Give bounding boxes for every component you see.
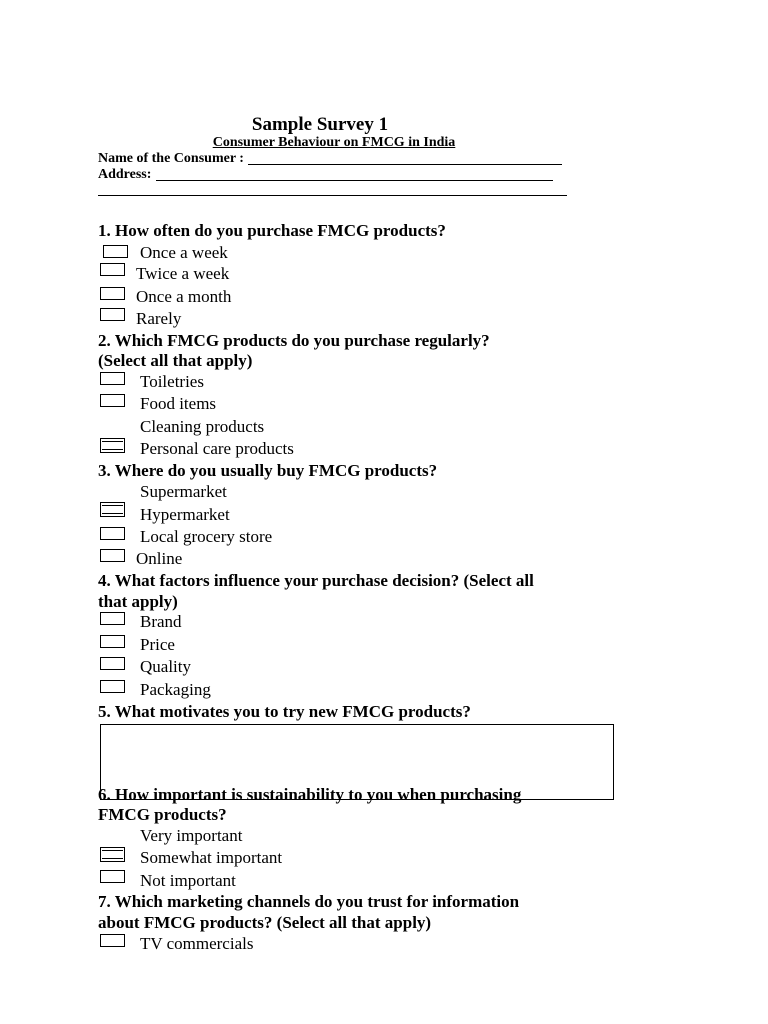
question-3: 3. Where do you usually buy FMCG products?	[98, 461, 438, 480]
question-4-line-2: that apply)	[98, 592, 178, 611]
checkbox-not-important[interactable]	[100, 870, 125, 883]
question-7: 7. Which marketing channels do you trust for information	[98, 892, 520, 911]
option-local-grocery-store: Local grocery store	[140, 527, 273, 546]
option-once-a-week: Once a week	[140, 243, 228, 262]
checkbox-tv-commercials[interactable]	[100, 934, 125, 947]
option-toiletries: Toiletries	[140, 372, 204, 391]
option-cleaning-products: Cleaning products	[140, 417, 265, 436]
checkbox-twice-a-week[interactable]	[100, 263, 125, 276]
address-field-line-2[interactable]	[98, 195, 567, 196]
option-supermarket: Supermarket	[140, 482, 227, 501]
checkbox-price[interactable]	[100, 635, 125, 648]
option-rarely: Rarely	[136, 309, 182, 328]
checkbox-once-a-week[interactable]	[103, 245, 128, 258]
name-field[interactable]	[248, 164, 562, 165]
option-quality: Quality	[140, 657, 191, 676]
question-4: 4. What factors influence your purchase decision? (Select all	[98, 571, 534, 590]
address-field[interactable]	[156, 180, 553, 181]
checkbox-hypermarket[interactable]	[100, 502, 125, 517]
checkbox-online[interactable]	[100, 549, 125, 562]
question-5: 5. What motivates you to try new FMCG products?	[98, 702, 471, 721]
option-not-important: Not important	[140, 871, 236, 890]
option-hypermarket: Hypermarket	[140, 505, 230, 524]
option-online: Online	[136, 549, 183, 568]
survey-title: Sample Survey 1	[251, 114, 389, 135]
question-1: 1. How often do you purchase FMCG products?	[98, 221, 446, 240]
question-6-line-2: FMCG products?	[98, 805, 227, 824]
checkbox-once-a-month[interactable]	[100, 287, 125, 300]
question-2-note: (Select all that apply)	[98, 351, 253, 370]
survey-subtitle: Consumer Behaviour on FMCG in India	[212, 135, 456, 150]
option-tv-commercials: TV commercials	[140, 934, 254, 953]
option-packaging: Packaging	[140, 680, 211, 699]
option-twice-a-week: Twice a week	[136, 264, 230, 283]
option-price: Price	[140, 635, 175, 654]
checkbox-somewhat-important[interactable]	[100, 847, 125, 862]
checkbox-personal-care-products[interactable]	[100, 438, 125, 453]
option-once-a-month: Once a month	[136, 287, 232, 306]
name-label: Name of the Consumer :	[98, 151, 244, 166]
question-7-line-2: about FMCG products? (Select all that apply)	[98, 913, 432, 932]
checkbox-rarely[interactable]	[100, 308, 125, 321]
checkbox-brand[interactable]	[100, 612, 125, 625]
checkbox-packaging[interactable]	[100, 680, 125, 693]
checkbox-toiletries[interactable]	[100, 372, 125, 385]
option-food-items: Food items	[140, 394, 217, 413]
address-label: Address:	[98, 167, 152, 182]
option-somewhat-important: Somewhat important	[140, 848, 283, 867]
question-6: 6. How important is sustainability to you when purchasing	[98, 785, 522, 804]
checkbox-quality[interactable]	[100, 657, 125, 670]
question-2: 2. Which FMCG products do you purchase regularly?	[98, 331, 490, 350]
option-very-important: Very important	[140, 826, 243, 845]
option-personal-care-products: Personal care products	[140, 439, 294, 458]
checkbox-food-items[interactable]	[100, 394, 125, 407]
checkbox-local-grocery-store[interactable]	[100, 527, 125, 540]
option-brand: Brand	[140, 612, 182, 631]
